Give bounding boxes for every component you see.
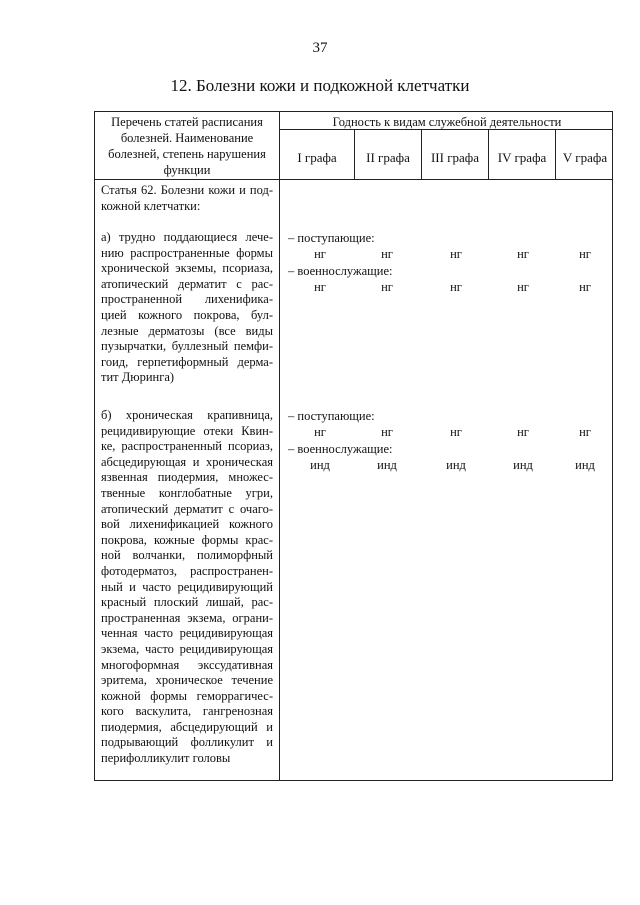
row-a-value: нг <box>517 247 529 261</box>
row-a-value: нг <box>450 247 462 261</box>
table-divider-header <box>95 179 613 180</box>
row-b-line: ной волчанки, полиморфный <box>101 548 273 563</box>
column-header-5: V графа <box>562 150 608 165</box>
row-a-line: пространенной лихенифика- <box>101 292 273 307</box>
row-b-value: нг <box>381 425 393 439</box>
column-header-1: I графа <box>297 150 337 165</box>
row-b-value: инд <box>513 458 533 472</box>
row-b-line: экзема, часто рецидивирующая <box>101 641 273 656</box>
row-b-value: инд <box>575 458 595 472</box>
row-b-line: пиодермия, абсцедирующий и <box>101 719 273 734</box>
left-header-line: функции <box>163 163 211 177</box>
row-a-value: нг <box>381 247 393 261</box>
row-b-value: инд <box>310 458 330 472</box>
left-header-line: болезней. Наименование <box>120 131 254 145</box>
row-b-line: рецидивирующие отеки Квин- <box>101 423 273 438</box>
row-b-line: кого васкулита, гангренозная <box>101 704 273 719</box>
row-a-description <box>101 230 273 386</box>
row-a-value: нг <box>314 280 326 294</box>
row-b-line: красный плоский лишай, рас- <box>101 595 273 610</box>
row-b-line: б) хроническая крапивница, <box>101 408 273 422</box>
row-b-value: нг <box>314 425 326 439</box>
row-b-line: пространенная экзема, ограни- <box>101 610 273 625</box>
left-header-line: болезней, степень нарушения <box>108 147 266 161</box>
row-b-line: ный и часто рецидивирующий <box>101 579 273 594</box>
row-b-value: инд <box>446 458 466 472</box>
row-a-role-entrants: – поступающие: <box>288 231 375 245</box>
row-b-line: многоформная экссудативная <box>101 657 273 672</box>
row-b-line: ченная часто рецидивирующая <box>101 626 273 641</box>
row-a-value: нг <box>579 280 591 294</box>
row-b-value: инд <box>377 458 397 472</box>
row-b-line: твенные конглобатные угри, <box>101 485 273 500</box>
row-a-line: цией кожного покрова, бул- <box>101 307 273 322</box>
row-a-line: а) трудно поддающиеся лече- <box>101 230 273 244</box>
row-b-line: ке, распространенный псориаз, <box>101 439 273 454</box>
row-a-line: лезные дерматозы (все виды <box>101 323 273 338</box>
column-header-2: II графа <box>366 150 410 165</box>
column-header-3: III графа <box>430 150 480 165</box>
table-divider-main <box>279 112 280 780</box>
row-b-line: абсцедирующая и хроническая <box>101 454 273 469</box>
left-column-header <box>95 112 279 178</box>
suitability-header: Годность к видам служебной деятельности <box>332 115 562 129</box>
row-b-line: вой лихенификацией кожного <box>101 517 273 532</box>
row-a-role-servicemen: – военнослужащие: <box>288 264 393 278</box>
row-a-value: нг <box>314 247 326 261</box>
section-title: 12. Болезни кожи и подкожной клетчатки <box>170 76 470 95</box>
row-b-line: язвенная пиодермия, множес- <box>101 470 273 485</box>
row-a-line: атопический дерматит с рас- <box>101 276 273 291</box>
row-a-value: нг <box>517 280 529 294</box>
row-b-role-servicemen: – военнослужащие: <box>288 442 393 456</box>
row-b-line: перифолликулит головы <box>101 751 231 766</box>
row-a-value: нг <box>381 280 393 294</box>
article-heading <box>101 183 273 214</box>
row-a-line: нию распространенные формы <box>101 245 273 260</box>
article-line: кожной клетчатки: <box>101 198 201 213</box>
column-header-4: IV графа <box>497 150 547 165</box>
article-line: Статья 62. Болезни кожи и под- <box>101 183 273 197</box>
row-a-line: пузырчатки, буллезный пемфи- <box>101 339 273 354</box>
row-b-description <box>101 408 273 767</box>
row-b-line: эритема, хроническое течение <box>101 673 273 688</box>
left-header-line: Перечень статей расписания <box>111 115 263 129</box>
suitability-table <box>94 111 613 781</box>
row-b-line: кожной формы геморрагичес- <box>101 688 273 703</box>
row-b-line: атопический дерматит с очаго- <box>101 501 273 516</box>
row-b-role-entrants: – поступающие: <box>288 409 375 423</box>
row-b-line: покрова, кожные формы крас- <box>101 532 273 547</box>
row-b-value: нг <box>450 425 462 439</box>
row-a-line: тит Дюринга) <box>101 370 175 385</box>
row-a-value: нг <box>579 247 591 261</box>
row-a-value: нг <box>450 280 462 294</box>
row-a-line: хронической экземы, псориаза, <box>101 261 273 276</box>
page-number: 37 <box>312 40 328 56</box>
row-b-line: подрывающий фолликулит и <box>101 735 273 750</box>
row-a-line: гоид, герпетиформный дерма- <box>101 354 273 369</box>
row-b-value: нг <box>517 425 529 439</box>
row-b-value: нг <box>579 425 591 439</box>
row-b-line: фотодерматоз, распространен- <box>101 563 273 578</box>
